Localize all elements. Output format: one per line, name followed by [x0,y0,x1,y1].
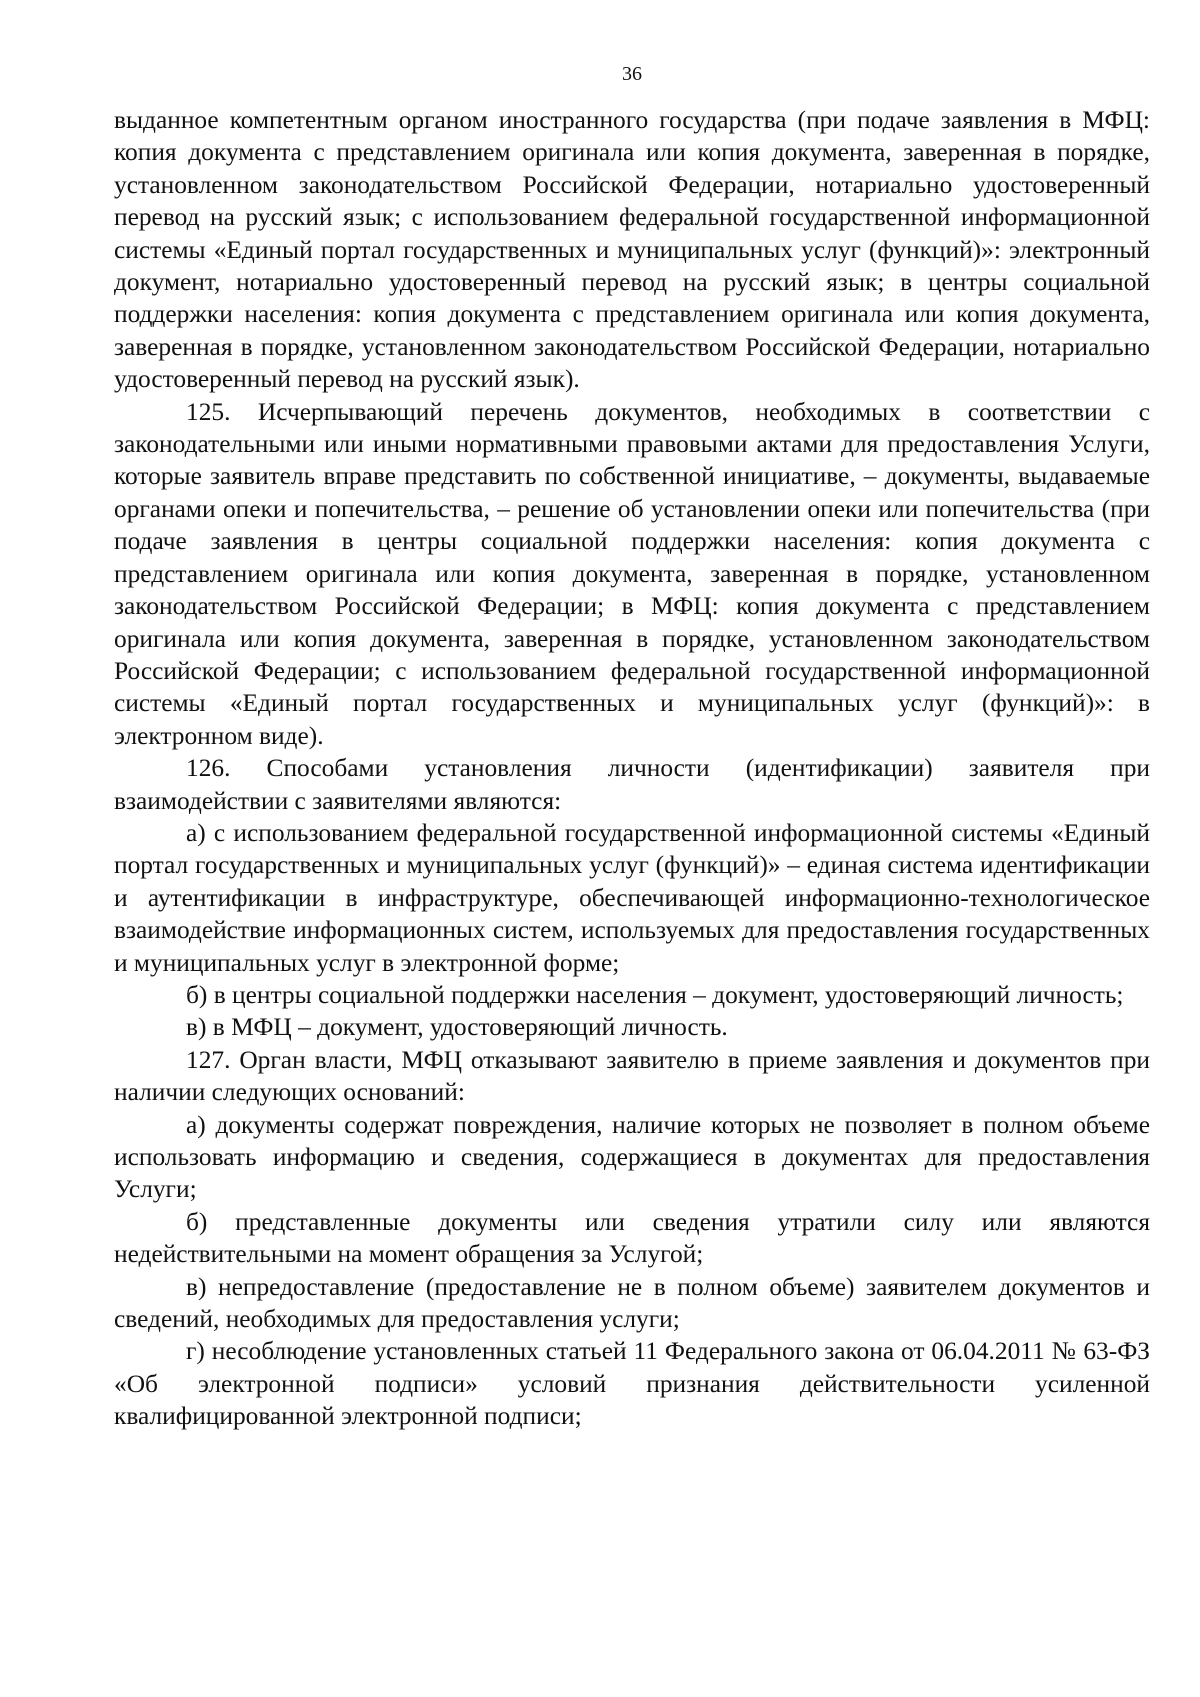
paragraph-127-v: в) непредоставление (предоставление не в полном объеме) заявителем документов и сведений, необходимых для предоставления услуги; [114,1272,1150,1334]
document-body [114,104,1150,1433]
paragraph-127: 127. Орган власти, МФЦ отказывают заявителю в приеме заявления и документов при наличии следующих оснований: [114,1045,1150,1107]
paragraph-126-b: б) в центры социальной поддержки населения – документ, удостоверяющий личность; [186,980,1124,1009]
paragraph-127-g: г) несоблюдение установленных статьей 11 Федерального закона от 06.04.2011 № 63-ФЗ «Об электронной подписи» условий признания действительности усиленной квалифицированной электронной подписи; [114,1337,1150,1431]
paragraph-127-a: а) документы содержат повреждения, наличие которых не позволяет в полном объеме использовать информацию и сведения, содержащиеся в документах для предоставления Услуги; [114,1110,1150,1204]
page-number: 36 [622,63,642,85]
paragraph-126-v: в) в МФЦ – документ, удостоверяющий личность. [186,1013,728,1042]
paragraph-127-b: б) представленные документы или сведения утратили силу или являются недействительными на момент обращения за Услугой; [114,1207,1150,1269]
paragraph-126: 126. Способами установления личности (идентификации) заявителя при взаимодействии с заявителями являются: [114,754,1150,815]
paragraph-continuation: выданное компетентным органом иностранного государства (при подаче заявления в МФЦ: копия документа с представлением оригинала или копия документа, заверенная в порядке, установленном законодательством Российской Федерации, нотариально удостоверенный перевод на русский язык; с использованием федеральной государственной информационной системы «Единый портал государственных и муниципальных услуг (функций)»: электронный документ, нотариально удостоверенный перевод на русский язык; в центры социальной поддержки населения: копия документа с представлением оригинала или копия документа, заверенная в порядке, установленном законодательством Российской Федерации, нотариально удостоверенный перевод на русский язык). [114,106,1150,394]
paragraph-126-a: а) с использованием федеральной государственной информационной системы «Единый портал государственных и муниципальных услуг (функций)» – единая система идентификации и аутентификации в инфраструктуре, обеспечивающей информационно-технологическое взаимодействие информационных систем, используемых для предоставления государственных и муниципальных услуг в электронной форме; [114,818,1150,977]
paragraph-125: 125. Исчерпывающий перечень документов, необходимых в соответствии с законодательными или иными нормативными правовыми актами для предоставления Услуги, которые заявитель вправе представить по собственной инициативе, – документы, выдаваемые органами опеки и попечительства, – решение об установлении опеки или попечительства (при подаче заявления в центры социальной поддержки населения: копия документа с представлением оригинала или копия документа, заверенная в порядке, установленном законодательством Российской Федерации; в МФЦ: копия документа с представлением оригинала или копия документа, заверенная в порядке, установленном законодательством Российской Федерации; с использованием федеральной государственной информационной системы «Единый портал государственных и муниципальных услуг (функций)»: в электронном виде). [114,397,1150,750]
